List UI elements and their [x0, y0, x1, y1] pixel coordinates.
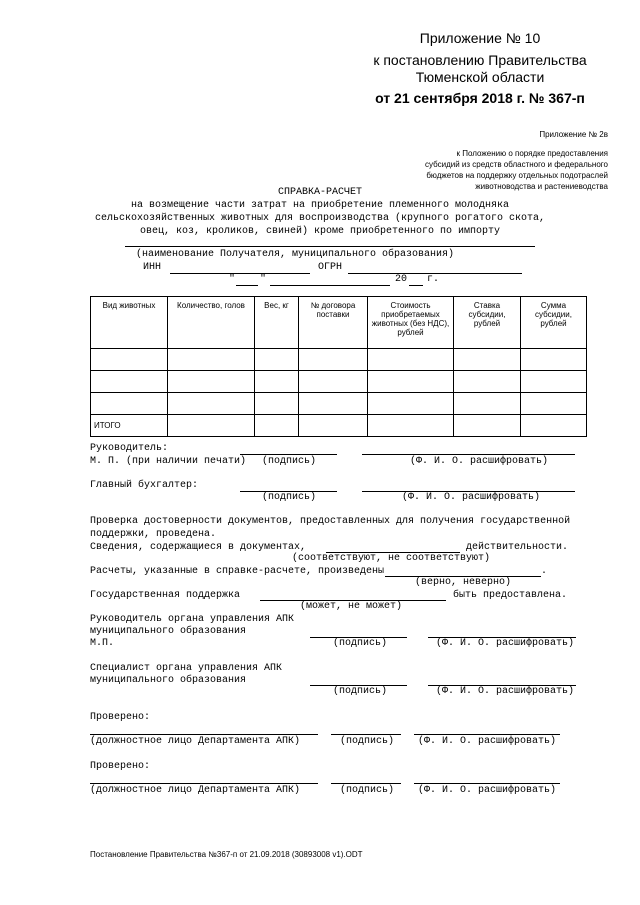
table-cell[interactable] [521, 349, 587, 371]
verification-line-1: Проверка достоверности документов, предоставленных для получения государственной [90, 516, 571, 527]
checked-label: Проверено: [90, 761, 151, 772]
column-header: Вид животных [91, 297, 168, 349]
appendix-line: к Положению о порядке предоставления [456, 149, 608, 158]
support-suffix: быть предоставлена. [453, 590, 568, 601]
fio-caption: (Ф. И. О. расшифровать) [436, 638, 575, 649]
signature-caption: (подпись) [333, 638, 388, 649]
verification-line-2: поддержки, проведена. [90, 529, 217, 540]
head-fio-line[interactable] [362, 454, 575, 455]
date-year-prefix: 20 [395, 274, 408, 285]
apk-spec-line-2: муниципального образования [90, 675, 247, 686]
mp-note: М. П. (при наличии печати) [90, 456, 247, 467]
table-cell[interactable] [454, 371, 521, 393]
table-cell[interactable] [91, 349, 168, 371]
table-total-row [91, 415, 587, 437]
table-cell[interactable] [255, 415, 299, 437]
table-cell[interactable] [255, 349, 299, 371]
recipient-line[interactable] [125, 246, 535, 247]
ogrn-label: ОГРН [318, 262, 343, 273]
table-cell[interactable] [299, 393, 368, 415]
date-day-field[interactable] [236, 285, 258, 286]
date-month-field[interactable] [270, 285, 390, 286]
calc-prefix: Расчеты, указанные в справке-расчете, произведены [90, 566, 385, 577]
inn-label: ИНН [143, 262, 162, 273]
table-cell[interactable] [521, 393, 587, 415]
table-cell[interactable] [255, 371, 299, 393]
table-row [91, 349, 587, 371]
table-cell[interactable] [521, 371, 587, 393]
calc-period: . [541, 566, 548, 577]
signature-caption: (подпись) [340, 785, 395, 796]
table-cell[interactable] [91, 371, 168, 393]
appendix-line: субсидий из средств областного и федерального [425, 160, 608, 169]
table-cell[interactable] [368, 393, 454, 415]
fio-caption: (Ф. И. О. расшифровать) [402, 492, 541, 503]
fio-caption: (Ф. И. О. расшифровать) [436, 686, 575, 697]
subsidy-table [90, 296, 587, 437]
appendix-line: животноводства и растениеводства [475, 182, 608, 191]
fio-caption: (Ф. И. О. расшифровать) [418, 736, 557, 747]
column-header: Стоимость приобретаемых животных (без НДС), рублей [368, 297, 454, 349]
checked-signature-line[interactable] [331, 734, 401, 735]
table-cell[interactable] [521, 415, 587, 437]
apk-head-line-2: муниципального образования [90, 626, 247, 637]
signature-caption: (подпись) [340, 736, 395, 747]
column-header: Сумма субсидии, рублей [521, 297, 587, 349]
table-row [91, 393, 587, 415]
recipient-caption: (наименование Получателя, муниципального образования) [136, 249, 455, 260]
checked-fio-line[interactable] [414, 783, 560, 784]
table-header-row [91, 297, 587, 349]
official-caption: (должностное лицо Департамента АПК) [90, 785, 301, 796]
table-cell[interactable] [368, 371, 454, 393]
date-quote-open: " [229, 274, 236, 285]
header-line-4: от 21 сентября 2018 г. № 367-п [375, 90, 585, 106]
fio-caption: (Ф. И. О. расшифровать) [418, 785, 557, 796]
footer-text: Постановление Правительства №367-п от 21.09.2018 (30893008 v1).ODT [90, 850, 363, 859]
apk-head-line-1: Руководитель органа управления АПК [90, 614, 295, 625]
table-cell[interactable] [299, 415, 368, 437]
table-cell[interactable] [168, 349, 255, 371]
table-cell[interactable] [255, 393, 299, 415]
apk-head-mp: М.П. [90, 638, 115, 649]
table-cell[interactable] [368, 415, 454, 437]
table-row [91, 371, 587, 393]
date-quote-close: " [260, 274, 267, 285]
appendix-title: Приложение № 2в [539, 130, 608, 139]
table-cell[interactable] [454, 349, 521, 371]
table-cell[interactable] [168, 371, 255, 393]
doc-subtitle-line: овец, коз, кроликов, свиней) кроме приобретенного по импорту [139, 226, 501, 237]
calc-caption: (верно, неверно) [415, 577, 512, 588]
appendix-line: бюджетов на поддержку отдельных подотраслей [426, 171, 608, 180]
checked-signature-line[interactable] [331, 783, 401, 784]
table-cell[interactable] [454, 415, 521, 437]
chief-accountant-label: Главный бухгалтер: [90, 480, 199, 491]
fio-caption: (Ф. И. О. расшифровать) [410, 456, 549, 467]
table-cell[interactable] [368, 349, 454, 371]
table-cell[interactable] [168, 393, 255, 415]
table-cell[interactable] [91, 393, 168, 415]
signature-caption: (подпись) [262, 492, 317, 503]
official-line[interactable] [90, 734, 318, 735]
support-prefix: Государственная поддержка [90, 590, 241, 601]
checked-label: Проверено: [90, 712, 151, 723]
header-line-2: к постановлению Правительства [373, 52, 587, 68]
info-suffix: действительности. [466, 542, 569, 553]
head-label: Руководитель: [90, 443, 169, 454]
table-cell[interactable] [454, 393, 521, 415]
apk-spec-line-1: Специалист органа управления АПК [90, 663, 283, 674]
table-cell[interactable] [299, 349, 368, 371]
column-header: Вес, кг [255, 297, 299, 349]
inn-field[interactable] [170, 273, 310, 274]
appendix-text [425, 148, 608, 192]
date-year-suffix: г. [427, 274, 440, 285]
header-line-1: Приложение № 10 [419, 30, 541, 46]
column-header: Количество, голов [168, 297, 255, 349]
support-caption: (может, не может) [300, 601, 403, 612]
info-prefix: Сведения, содержащиеся в документах, [90, 542, 307, 553]
total-label: ИТОГО [91, 415, 168, 437]
signature-caption: (подпись) [262, 456, 317, 467]
official-caption: (должностное лицо Департамента АПК) [90, 736, 301, 747]
head-signature-line[interactable] [240, 454, 337, 455]
doc-subtitle [0, 199, 640, 238]
column-header: № договора поставки [299, 297, 368, 349]
doc-title: СПРАВКА-РАСЧЕТ [277, 187, 362, 198]
table-cell[interactable] [168, 415, 255, 437]
info-caption: (соответствуют, не соответствуют) [292, 553, 491, 564]
doc-subtitle-line: на возмещение части затрат на приобретение племенного молодняка [130, 200, 510, 211]
date-year-field[interactable] [409, 285, 423, 286]
doc-subtitle-line: сельскохозяйственных животных для воспроизводства (крупного рогатого скота, [94, 213, 546, 224]
column-header: Ставка субсидии, рублей [454, 297, 521, 349]
official-line[interactable] [90, 783, 318, 784]
checked-fio-line[interactable] [414, 734, 560, 735]
table-cell[interactable] [299, 371, 368, 393]
signature-caption: (подпись) [333, 686, 388, 697]
header-line-3: Тюменской области [415, 69, 545, 85]
